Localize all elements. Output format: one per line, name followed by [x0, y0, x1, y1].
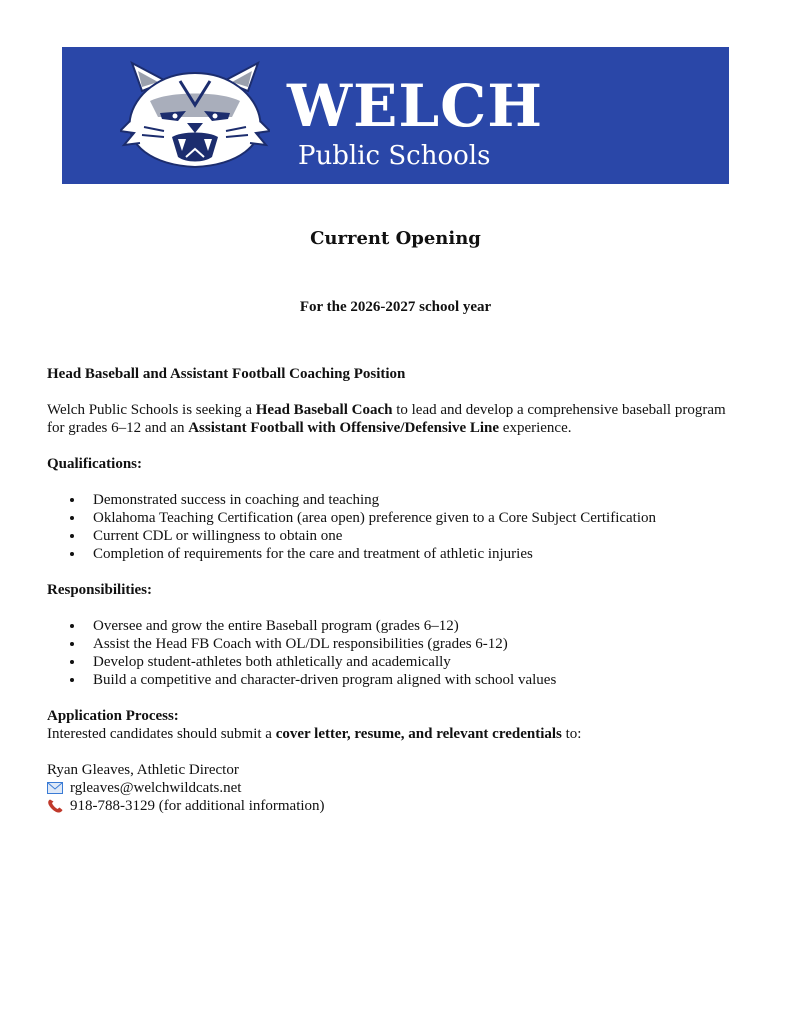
phone-icon [47, 799, 63, 813]
list-item-text: Current CDL or willingness to obtain one [93, 528, 343, 544]
list-item [47, 635, 737, 653]
contact-phone[interactable]: 918-788-3129 (for additional information) [70, 798, 325, 814]
bullet-icon [70, 534, 74, 538]
intro-text-3: experience. [499, 420, 572, 436]
list-item [47, 509, 737, 527]
bullet-icon [70, 498, 74, 502]
bullet-icon [70, 552, 74, 556]
bullet-icon [70, 624, 74, 628]
qualifications-heading: Qualifications: [47, 456, 143, 472]
position-intro [47, 401, 737, 437]
application-text-1: Interested candidates should submit a [47, 726, 276, 742]
list-item [47, 545, 737, 563]
qualifications-list [47, 491, 737, 563]
school-subtitle: Public Schools [298, 141, 491, 171]
application-text-2: to: [561, 726, 582, 742]
contact-phone-line [47, 797, 737, 815]
list-item-text: Oklahoma Teaching Certification (area open) preference given to a Core Subject Certification [93, 510, 657, 526]
wildcat-logo-icon [120, 61, 270, 169]
responsibilities-heading: Responsibilities: [47, 582, 153, 598]
list-item [47, 671, 737, 689]
application-bold-materials: cover letter, resume, and relevant credentials [275, 726, 562, 742]
intro-text-2: to lead and develop a comprehensive baseball program for grades 6–12 and an [47, 402, 726, 436]
page-title: Current Opening [310, 228, 481, 249]
list-item [47, 653, 737, 671]
bullet-icon [70, 516, 74, 520]
bullet-icon [70, 660, 74, 664]
list-item-text: Demonstrated success in coaching and teaching [93, 492, 380, 508]
list-item-text: Develop student-athletes both athletically and academically [93, 654, 451, 670]
application-instructions [47, 725, 737, 743]
contact-email[interactable]: rgleaves@welchwildcats.net [70, 780, 242, 796]
list-item [47, 491, 737, 509]
intro-bold-assistant: Assistant Football with Offensive/Defensive Line [188, 420, 500, 436]
contact-email-line [47, 779, 737, 797]
intro-bold-head-coach: Head Baseball Coach [255, 402, 393, 418]
envelope-icon [47, 781, 63, 795]
responsibilities-list [47, 617, 737, 689]
list-item [47, 527, 737, 545]
intro-text-1: Welch Public Schools is seeking a [47, 402, 256, 418]
list-item [47, 617, 737, 635]
bullet-icon [70, 678, 74, 682]
list-item-text: Build a competitive and character-driven program aligned with school values [93, 672, 557, 688]
school-name: WELCH [287, 72, 544, 140]
posting-body [47, 365, 737, 815]
bullet-icon [70, 642, 74, 646]
list-item-text: Completion of requirements for the care and treatment of athletic injuries [93, 546, 533, 562]
school-year: For the 2026-2027 school year [299, 299, 492, 315]
position-title: Head Baseball and Assistant Football Coaching Position [47, 366, 406, 382]
list-item-text: Assist the Head FB Coach with OL/DL responsibilities (grades 6-12) [93, 636, 508, 652]
application-heading: Application Process: [47, 708, 179, 724]
list-item-text: Oversee and grow the entire Baseball program (grades 6–12) [93, 618, 459, 634]
school-banner [62, 47, 729, 184]
contact-name: Ryan Gleaves, Athletic Director [47, 762, 239, 778]
